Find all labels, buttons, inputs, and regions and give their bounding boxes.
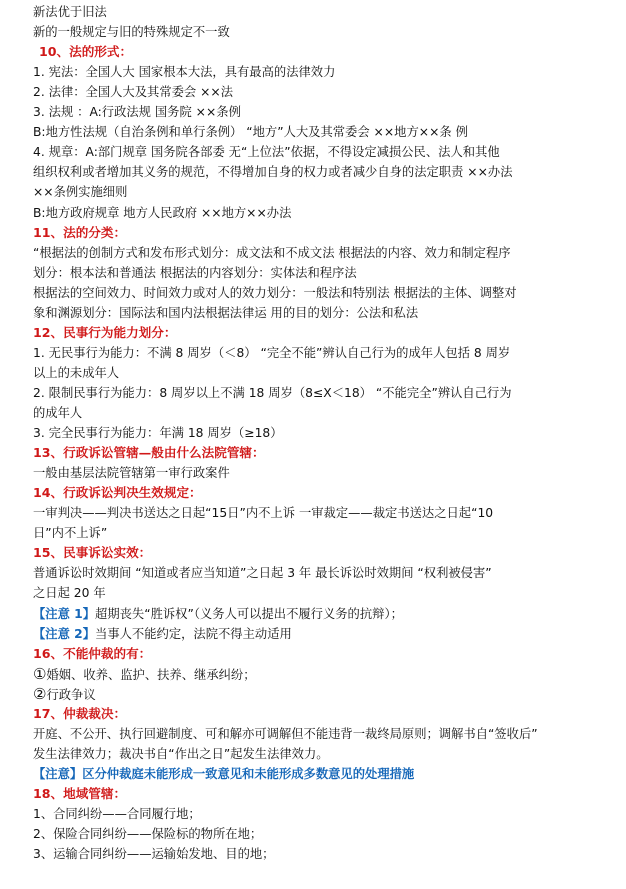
text-line bbox=[33, 383, 512, 403]
section-heading bbox=[33, 704, 126, 724]
line-text: 16、不能仲裁的有： bbox=[33, 645, 152, 661]
line-text: ××条例实施细则 bbox=[33, 185, 128, 200]
line-text: 划分：根本法和普通法 根据法的内容划分：实体法和程序法 bbox=[33, 265, 357, 280]
section-heading bbox=[33, 223, 126, 243]
line-text: 之日起 20 年 bbox=[33, 586, 106, 601]
line-text: 以上的未成年人 bbox=[33, 365, 120, 380]
text-line bbox=[33, 684, 96, 704]
text-line bbox=[33, 22, 230, 42]
note-label: 【注意 1】 bbox=[33, 606, 96, 621]
text-line bbox=[33, 804, 201, 824]
section-heading bbox=[39, 42, 132, 62]
text-line bbox=[33, 423, 283, 443]
text-line bbox=[33, 563, 492, 583]
text-line bbox=[33, 203, 291, 223]
line-text: 普通诉讼时效期间 “知道或者应当知道”之日起 3 年 最长诉讼时效期间 “权利被侵害” bbox=[33, 566, 492, 581]
line-text: 超期丧失“胜诉权”（义务人可以提出不履行义务的抗辩）； bbox=[95, 606, 403, 621]
text-line bbox=[33, 303, 418, 323]
text-line bbox=[33, 283, 517, 303]
line-text: 的成年人 bbox=[33, 406, 83, 420]
line-text: B:地方政府规章 地方人民政府 ××地方××办法 bbox=[33, 205, 292, 220]
text-line bbox=[33, 102, 241, 122]
text-line bbox=[33, 243, 511, 263]
line-text: 行政争议 bbox=[46, 687, 96, 702]
section-heading bbox=[33, 543, 151, 563]
line-text: 开庭、不公开、执行回避制度、可和解亦可调解但不能违背一裁终局原则；调解书自“签收后” bbox=[33, 726, 538, 741]
line-text: 17、仲裁裁决： bbox=[33, 705, 127, 721]
line-text: 4. 规章：A:部门规章 国务院各部委 无“上位法”依据，不得设定减损公民、法人和其他 bbox=[33, 145, 500, 160]
line-text: 组织权利或者增加其义务的规范，不得增加自身的权力或者减少自身的法定职责 ××办法 bbox=[33, 165, 513, 180]
line-text: 10、法的形式： bbox=[39, 44, 133, 60]
text-line bbox=[33, 844, 274, 864]
line-text: 2. 限制民事行为能力：8 周岁以上不满 18 周岁（8≤X＜18） “不能完全”辨认自己行为 bbox=[33, 385, 512, 400]
line-text: 婚姻、收养、监护、扶养、继承纠纷； bbox=[46, 667, 256, 682]
line-text: 1. 无民事行为能力：不满 8 周岁（＜8） “完全不能”辨认自己行为的成年人包括 8 周岁 bbox=[33, 345, 511, 360]
line-text: 一审判决——判决书送达之日起“15日”内不上诉 一审裁定——裁定书送达之日起“10 bbox=[33, 506, 494, 521]
line-text: 1、合同纠纷——合同履行地； bbox=[33, 807, 201, 821]
line-text: 1. 宪法：全国人大 国家根本大法，具有最高的法律效力 bbox=[33, 65, 336, 80]
text-line bbox=[33, 403, 82, 423]
text-line bbox=[33, 2, 107, 22]
line-text: 根据法的空间效力、时间效力或对人的效力划分：一般法和特别法 根据法的主体、调整对 bbox=[33, 285, 517, 300]
text-line bbox=[33, 162, 513, 182]
section-heading bbox=[33, 323, 176, 343]
text-line bbox=[33, 263, 357, 283]
line-text: 日”内不上诉” bbox=[33, 526, 108, 541]
text-line bbox=[33, 182, 127, 202]
line-text: 12、民事行为能力划分： bbox=[33, 324, 177, 340]
line-text: 11、法的分类： bbox=[33, 224, 127, 240]
section-heading bbox=[33, 483, 202, 503]
text-line bbox=[33, 664, 256, 684]
line-text: B:地方性法规（自治条例和单行条例） “地方”人大及其常委会 ××地方××条 例 bbox=[33, 125, 468, 140]
text-line bbox=[33, 82, 233, 102]
line-text: 象和渊源划分：国际法和国内法根据法律运 用的目的划分：公法和私法 bbox=[33, 305, 419, 320]
line-text: 13、行政诉讼管辖—般由什么法院管辖： bbox=[33, 445, 265, 461]
line-text: 3、运输合同纠纷——运输始发地、目的地； bbox=[33, 847, 275, 862]
text-line bbox=[33, 363, 119, 383]
text-line bbox=[33, 583, 106, 603]
line-text: 14、行政诉讼判决生效规定： bbox=[33, 485, 202, 501]
line-text: 15、民事诉讼实效： bbox=[33, 545, 152, 561]
line-text: 18、地域管辖： bbox=[33, 785, 127, 801]
line-text: 一般由基层法院管辖第一审行政案件 bbox=[33, 466, 230, 481]
text-line bbox=[33, 503, 493, 523]
text-line bbox=[33, 62, 335, 82]
section-heading bbox=[33, 644, 151, 664]
circled-number: ① bbox=[33, 664, 47, 683]
text-line bbox=[33, 142, 500, 162]
text-line bbox=[33, 624, 292, 644]
note-line bbox=[33, 764, 414, 784]
text-line bbox=[33, 523, 107, 543]
section-heading bbox=[33, 443, 265, 463]
note-label: 【注意 2】 bbox=[33, 626, 96, 641]
line-text: 3. 完全民事行为能力：年满 18 周岁（≥18） bbox=[33, 426, 283, 441]
line-text: 新的一般规定与旧的特殊规定不一致 bbox=[33, 25, 230, 40]
line-text: 当事人不能约定，法院不得主动适用 bbox=[95, 626, 292, 641]
circled-number: ② bbox=[33, 684, 47, 703]
line-text: 发生法律效力；裁决书自“作出之日”起发生法律效力。 bbox=[33, 746, 329, 761]
line-text: 新法优于旧法 bbox=[33, 5, 107, 19]
text-line bbox=[33, 463, 230, 483]
section-heading bbox=[33, 784, 126, 804]
text-line bbox=[33, 343, 510, 363]
text-line bbox=[33, 744, 329, 764]
line-text: 2、保险合同纠纷——保险标的物所在地； bbox=[33, 827, 263, 842]
line-text: 2. 法律：全国人大及其常委会 ××法 bbox=[33, 85, 234, 100]
line-text: “根据法的创制方式和发布形式划分：成文法和不成文法 根据法的内容、效力和制定程序 bbox=[33, 245, 511, 260]
text-line bbox=[33, 122, 468, 142]
line-text: 【注意】区分仲裁庭未能形成一致意见和未能形成多数意见的处理措施 bbox=[33, 766, 415, 781]
text-line bbox=[33, 824, 262, 844]
text-line bbox=[33, 724, 538, 744]
line-text: 3. 法规 ：A:行政法规 国务院 ××条例 bbox=[33, 105, 241, 120]
text-line bbox=[33, 604, 403, 624]
